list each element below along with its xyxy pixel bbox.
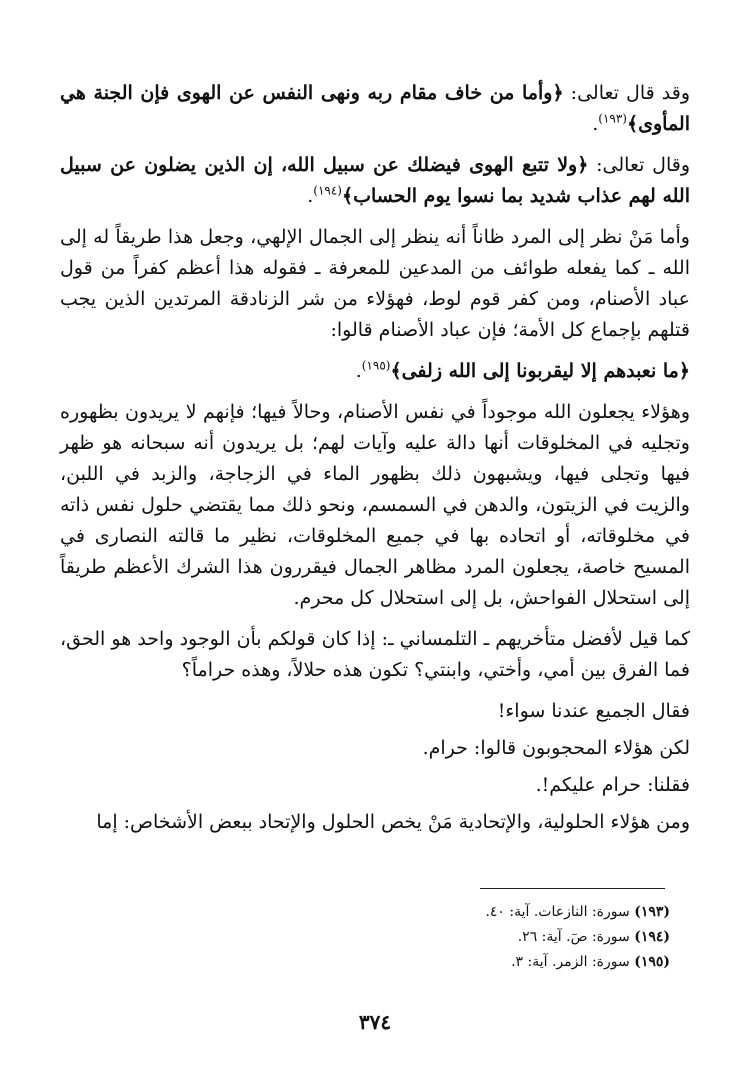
paragraph-4 [60, 356, 690, 387]
paragraph-6: كما قيل لأفضل متأخريهم ـ التلمساني ـ: إذا كان قولكم بأن الوجود واحد هو الحق، فما الفرق بين أمي، وأختي، وابنتي؟ تكون هذه حلالاً، وهذه حراماً؟ [60, 628, 690, 681]
footnote-ref-195: (١٩٥) [361, 358, 391, 373]
paragraph-3: وأما مَنْ نظر إلى المرد ظاناً أنه ينظر إلى الجمال الإلهي، وجعل هذا طريقاً له إلى الله ـ كما يفعله طوائف من المدعين للمعرفة ـ فقوله هذا أعظم كفراً من قول عباد الأصنام، ومن كفر قوم لوط، فهؤلاء من شر الزنادقة المرتدين الذين يجب قتلهم بإجماع كل الأمة؛ فإن عباد الأصنام قالوا: [60, 226, 690, 341]
verse-close-bracket: ﴾ [390, 360, 402, 382]
verse-open-bracket: ﴿ [577, 154, 589, 176]
paragraph-2 [60, 150, 690, 212]
paragraph-8: لكن هؤلاء المحجوبون قالوا: حرام. [422, 737, 690, 759]
paragraph-5: وهؤلاء يجعلون الله موجوداً في نفس الأصنام، وحالاً فيها؛ فإنهم لا يريدون بظهوره وتجليه في المخلوقات أنها دالة عليه وآيات لهم؛ بل يريدون أنه سبحانه هو ظهر فيها وتجلى فيها، ويشبهون ذلك بظهور الماء في الزجاجة، والزبد في اللبن، والزيت في الزيتون، والدهن في السمسم، ونحو ذلك مما يقتضي حلول نفس ذاته في مخلوقاته، أو اتحاده بها في جميع المخلوقات، نظير ما قالته النصارى في المسيح خاصة، يجعلون المرد مظاهر الجمال فيقررون هذا الشرك الأعظم طريقاً إلى استحلال الفواحش، بل إلى استحلال كل محرم. [60, 401, 690, 609]
verse-open-bracket: ﴿ [678, 360, 690, 382]
verse-close-bracket: ﴾ [341, 185, 354, 207]
page-number: ٣٧٤ [358, 1010, 392, 1034]
paragraph-1-end: . [592, 113, 599, 135]
paragraph-1 [60, 78, 690, 140]
footnote-195 [60, 950, 670, 975]
paragraph-10: ومن هؤلاء الحلولية، والإتحادية مَنْ يخص الحلول والإتحاد ببعض الأشخاص: إما [96, 811, 690, 833]
main-text [60, 78, 690, 848]
footnote-193 [60, 900, 670, 925]
paragraph-1-intro: وقد قال تعالى: [563, 82, 691, 104]
quran-verse-1: وأما من خاف مقام ربه ونهى النفس عن الهوى فإن الجنة هي المأوى [60, 82, 690, 135]
footnote-text: سورة: صٓ. آية: ٢٦. [517, 929, 635, 945]
footnote-number: (١٩٥) [634, 954, 670, 970]
footnotes [60, 900, 670, 975]
paragraph-7: فقال الجميع عندنا سواء! [497, 700, 690, 722]
footnote-194 [60, 925, 670, 950]
paragraph-4-end: . [355, 360, 362, 382]
footnote-divider [480, 888, 665, 889]
footnote-text: سورة: النازعات. آية: ٤٠. [485, 904, 635, 920]
paragraph-2-end: . [307, 185, 314, 207]
quran-verse-3: ما نعبدهم إلا ليقربونا إلى الله زلفى [401, 360, 679, 382]
verse-open-bracket: ﴿ [552, 82, 564, 104]
footnote-ref-194: (١٩٤) [313, 183, 342, 198]
footnote-number: (١٩٣) [634, 904, 670, 920]
paragraph-9: فقلنا: حرام عليكم!. [535, 774, 690, 796]
verse-close-bracket: ﴾ [626, 113, 639, 135]
paragraph-2-intro: وقال تعالى: [588, 154, 690, 176]
footnote-ref-193: (١٩٣) [598, 111, 627, 126]
footnote-text: سورة: الزمر. آية: ٣. [511, 954, 635, 970]
quran-verse-2: ولا تتبع الهوى فيضلك عن سبيل الله، إن الذين يضلون عن سبيل الله لهم عذاب شديد بما نسوا يوم الحساب [60, 154, 690, 207]
footnote-number: (١٩٤) [634, 929, 670, 945]
